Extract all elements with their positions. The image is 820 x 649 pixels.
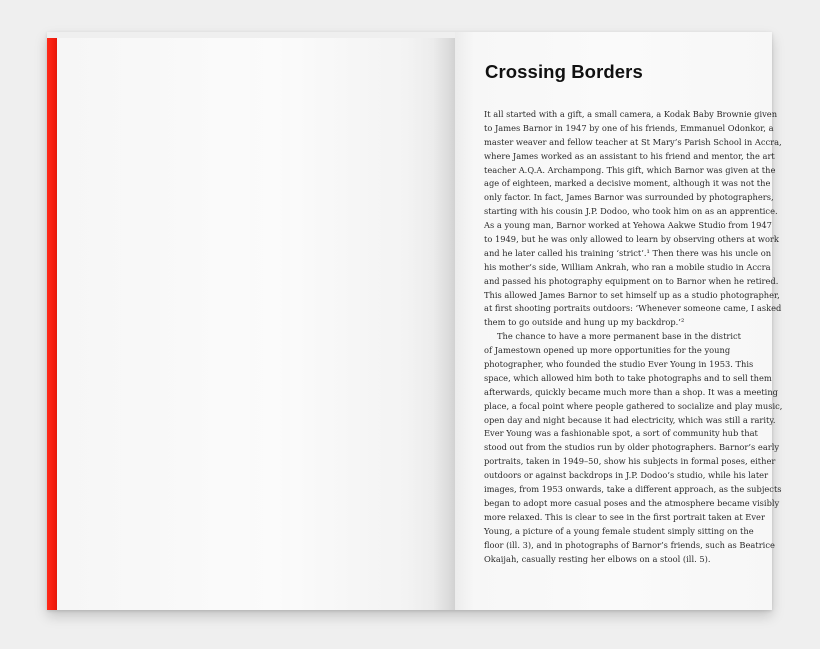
text-line: open day and night because it had electricity, which was still a rarity. — [484, 414, 776, 425]
text-line: more relaxed. This is clear to see in the first portrait taken at Ever — [484, 511, 765, 522]
body-text — [484, 108, 784, 566]
text-line: his mother’s side, William Ankrah, who ran a mobile studio in Accra — [484, 261, 771, 272]
text-line: of Jamestown opened up more opportunities for the young — [484, 345, 731, 356]
text-line: and he later called his training ‘strict’.¹ Then there was his uncle on — [484, 247, 772, 258]
text-line: portraits, taken in 1949–50, show his subjects in formal poses, either — [484, 456, 776, 467]
text-line: master weaver and fellow teacher at St Mary’s Parish School in Accra, — [484, 136, 782, 147]
right-page — [455, 32, 783, 610]
text-line: and passed his photography equipment on to Barnor when he retired. — [484, 275, 779, 286]
text-line: them to go outside and hung up my backdrop.’² — [484, 317, 685, 328]
text-line: only factor. In fact, James Barnor was surrounded by photographers, — [484, 192, 774, 203]
text-line: photographer, who founded the studio Ever Young in 1953. This — [484, 359, 754, 370]
text-line: As a young man, Barnor worked at Yehowa Aakwe Studio from 1947 — [484, 220, 772, 231]
text-line: This allowed James Barnor to set himself up as a studio photographer, — [484, 289, 780, 300]
text-line: age of eighteen, marked a decisive moment, although it was not the — [484, 178, 771, 189]
text-line: outdoors or against backdrops in J.P. Dodoo’s studio, while his later — [484, 470, 769, 481]
text-line: floor (ill. 3), and in photographs of Barnor’s friends, such as Beatrice — [484, 539, 775, 550]
text-line: to James Barnor in 1947 by one of his friends, Emmanuel Odonkor, a — [484, 122, 774, 133]
text-line: It all started with a gift, a small camera, a Kodak Baby Brownie given — [484, 109, 778, 119]
text-line: teacher A.Q.A. Archampong. This gift, which Barnor was given at the — [484, 164, 776, 175]
text-line: stood out from the studios run by older photographers. Barnor’s early — [484, 442, 780, 453]
text-line: Ever Young was a fashionable spot, a sort of community hub that — [484, 428, 758, 439]
text-line: space, which allowed him both to take photographs and to sell them — [484, 372, 772, 383]
text-line: Okaijah, casually resting her elbows on a stool (ill. 5). — [484, 553, 711, 564]
text-line: Young, a picture of a young female student simply sitting on the — [484, 525, 754, 536]
open-book — [47, 32, 783, 610]
text-line: starting with his cousin J.P. Dodoo, who took him on as an apprentice. — [484, 206, 778, 217]
left-page-blank — [57, 38, 455, 610]
text-line: place, a focal point where people gathered to socialize and play music, — [484, 400, 783, 411]
text-line: began to adopt more casual poses and the atmosphere became visibly — [484, 497, 780, 508]
text-line: at first shooting portraits outdoors: ‘Whenever someone came, I asked — [484, 303, 782, 314]
text-line: where James worked as an assistant to his friend and mentor, the art — [484, 150, 775, 161]
text-line: to 1949, but he was only allowed to learn by observing others at work — [484, 234, 779, 245]
chapter-heading: Crossing Borders — [485, 61, 643, 82]
text-line: afterwards, quickly became much more than a shop. It was a meeting — [484, 386, 778, 397]
text-line: images, from 1953 onwards, take a different approach, as the subjects — [484, 484, 782, 495]
text-line: The chance to have a more permanent base in the district — [497, 331, 742, 342]
